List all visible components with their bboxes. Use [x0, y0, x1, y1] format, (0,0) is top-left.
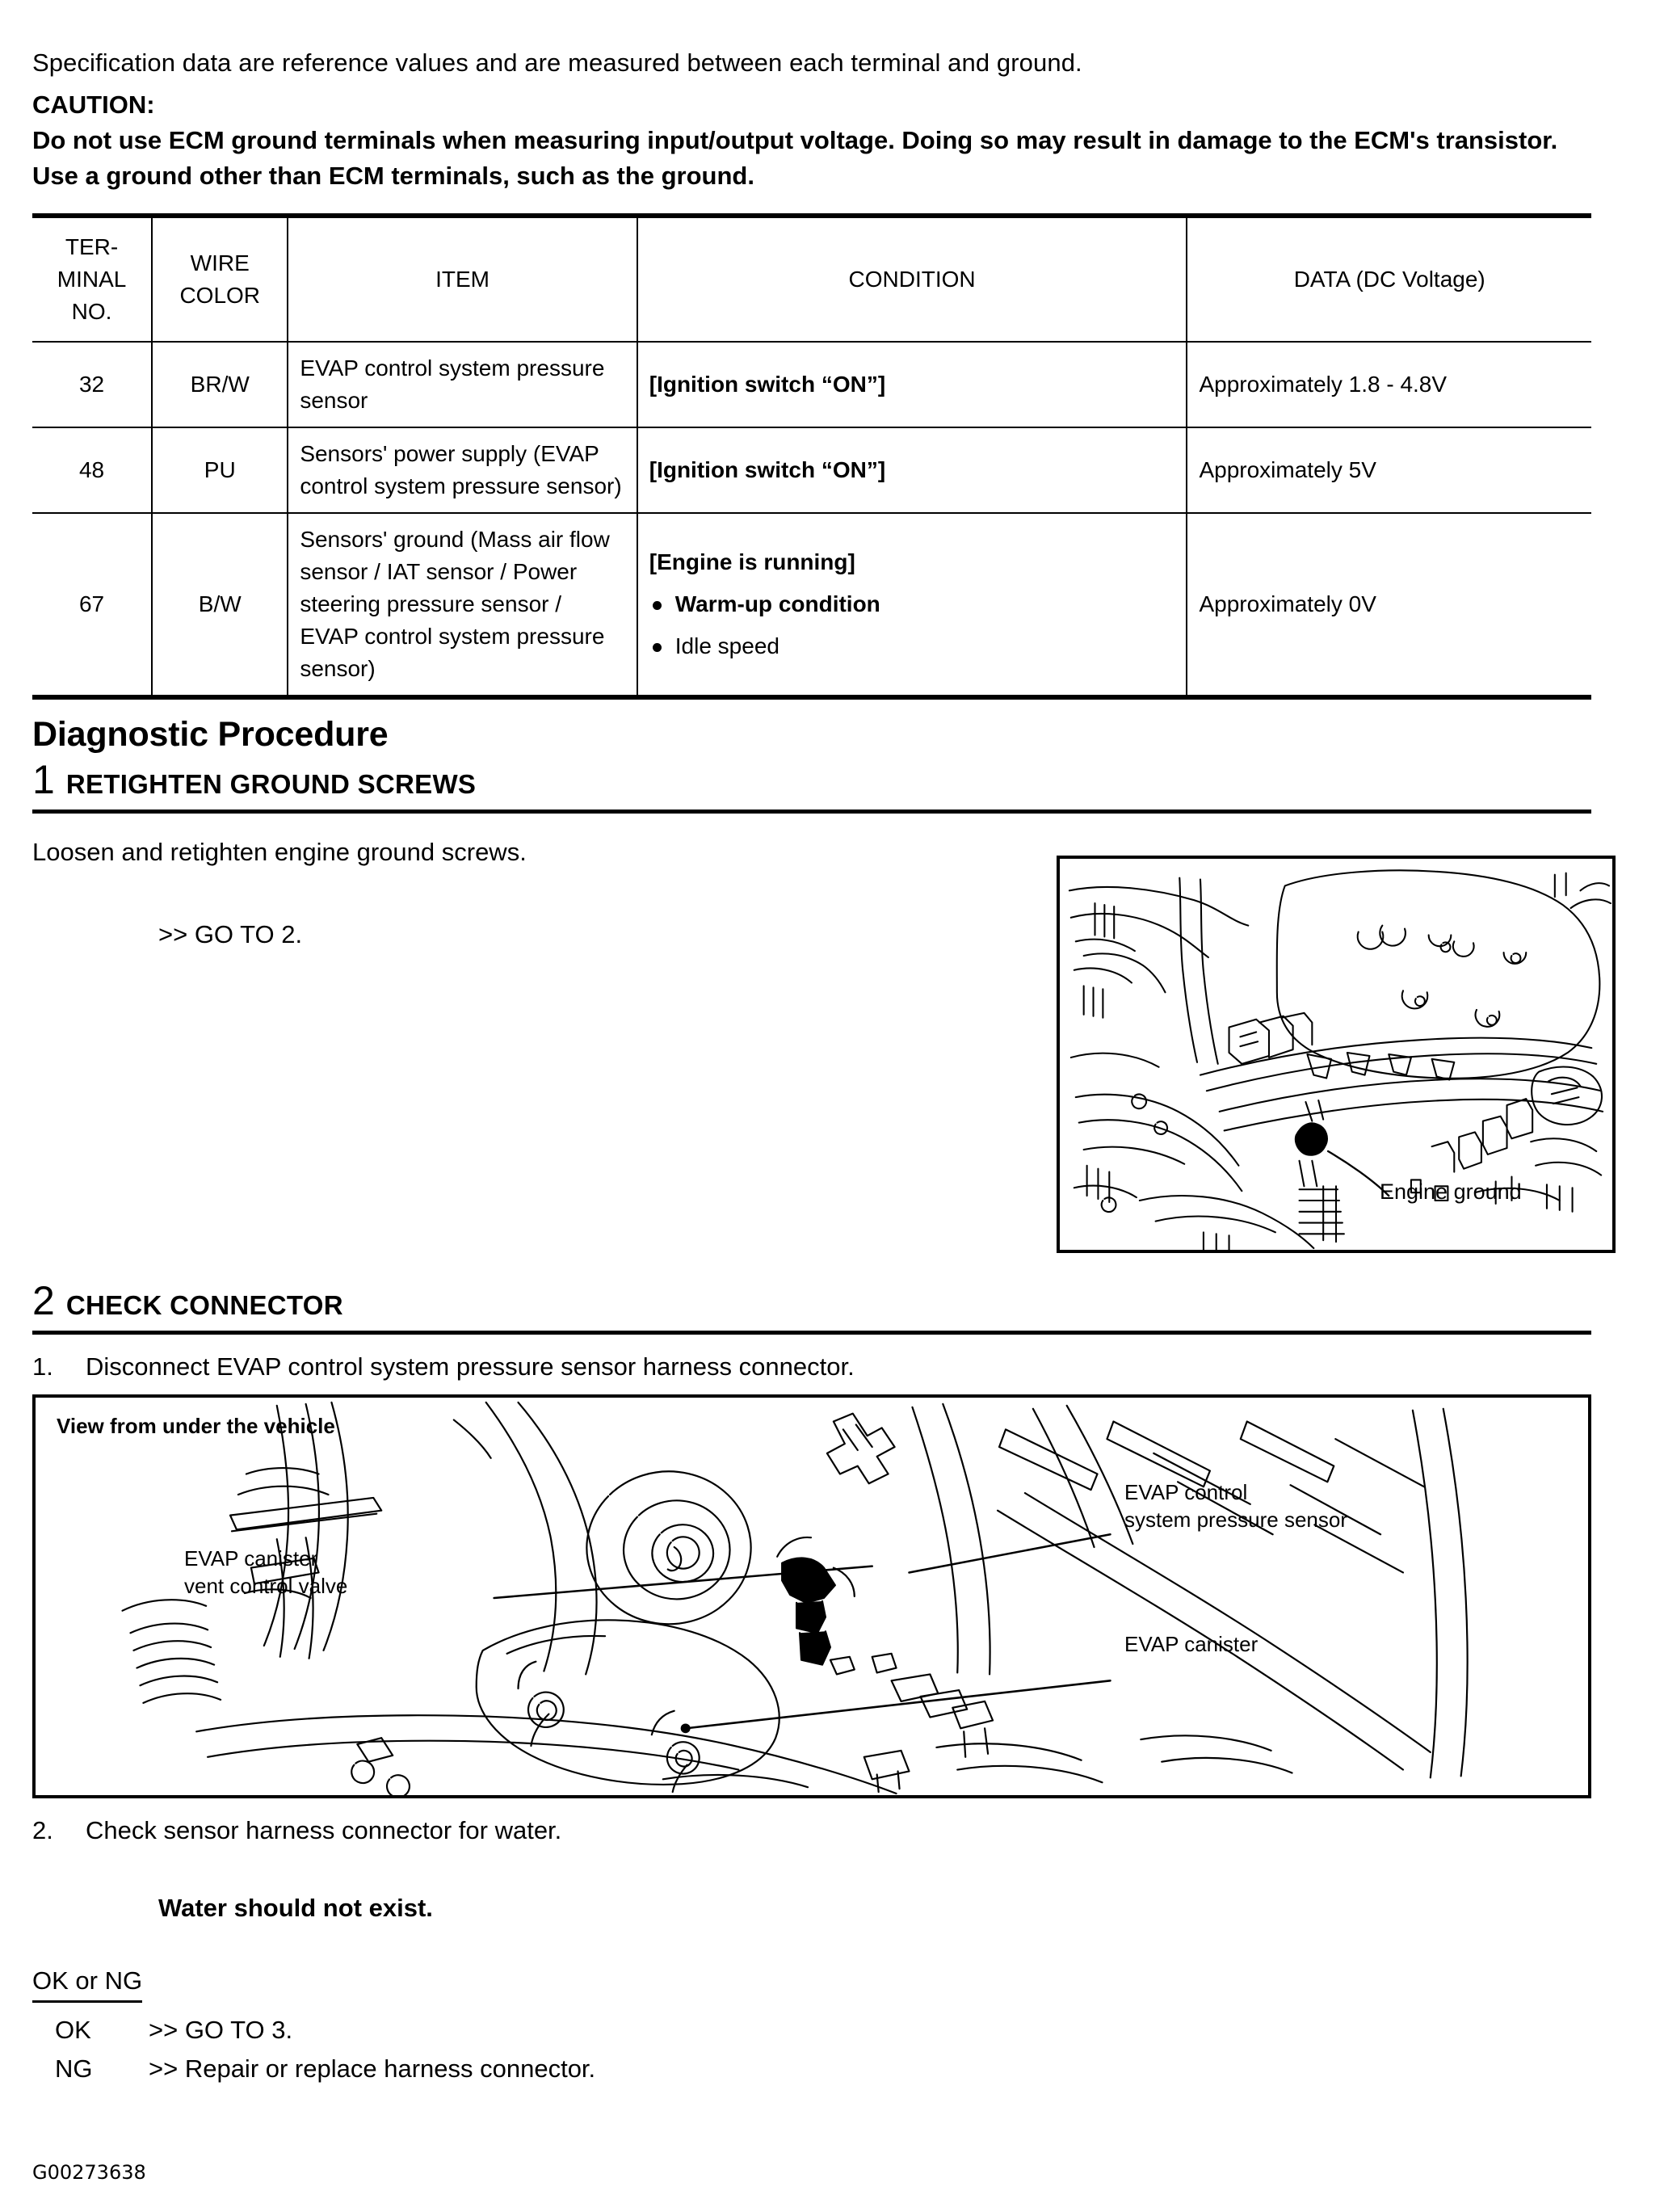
item-text: Check sensor harness connector for water.: [86, 1816, 562, 1844]
table-body: [32, 342, 1591, 697]
step-1-body: [32, 835, 1616, 1271]
cell-item: EVAP control system pressure sensor: [288, 342, 637, 427]
cell-condition: [637, 342, 1187, 427]
result-key: OK: [55, 2016, 91, 2044]
table-header: [32, 216, 1591, 342]
cell-data: Approximately 0V: [1187, 513, 1591, 697]
result-value: >> Repair or replace harness connector.: [149, 2054, 596, 2083]
label-line-1: EVAP control: [1124, 1480, 1248, 1504]
header-line-2: COLOR: [179, 283, 261, 308]
view-caption: View from under the vehicle: [57, 1414, 335, 1438]
condition-bullet-list: [649, 588, 1175, 662]
table-row: [32, 427, 1591, 513]
document-code: G00273638: [32, 2161, 146, 2184]
page-content: [32, 45, 1616, 2088]
evap-canister-vent-control-valve-label: [184, 1545, 347, 1600]
step-title: RETIGHTEN GROUND SCREWS: [65, 769, 477, 799]
ok-or-ng-heading: OK or NG: [32, 1963, 142, 2003]
header-line-1: TER-: [65, 234, 119, 259]
specification-note: Specification data are reference values and are measured between each terminal and ground.: [32, 48, 1082, 77]
label-line-2: system pressure sensor: [1124, 1508, 1347, 1532]
table-row: [32, 342, 1591, 427]
step-2-emphasis: Water should not exist.: [158, 1894, 433, 1922]
condition-bullet: Idle speed: [649, 630, 1175, 662]
cell-wire-color: BR/W: [152, 342, 288, 427]
result-row-ng: [55, 2050, 1616, 2088]
column-header-terminal-no: [32, 216, 152, 342]
table-row: [32, 513, 1591, 697]
header-line-3: NO.: [71, 299, 112, 324]
cell-terminal-no: 67: [32, 513, 152, 697]
step-divider: [32, 1331, 1591, 1335]
condition-heading: [Engine is running]: [649, 549, 855, 574]
result-row-ok: [55, 2011, 1616, 2050]
engine-bay-illustration: [1060, 859, 1612, 1250]
ok-or-ng-rows: [32, 2011, 1616, 2088]
step-2-item-1: [32, 1349, 1616, 1385]
step-2-heading: [32, 1279, 1616, 1323]
result-key: NG: [55, 2054, 93, 2083]
label-line-1: EVAP canister: [184, 1546, 318, 1571]
caution-text: Do not use ECM ground terminals when measuring input/output voltage. Doing so may result in damage to the ECM's transistor. Use a ground other than ECM terminals, such as the ground.: [32, 126, 1558, 190]
cell-terminal-no: 48: [32, 427, 152, 513]
under-vehicle-figure: [32, 1394, 1591, 1798]
step-2-item-2: [32, 1813, 1616, 1848]
ok-or-ng-block: [32, 1926, 1616, 2088]
table-header-row: [32, 216, 1591, 342]
cell-terminal-no: 32: [32, 342, 152, 427]
caution-label: CAUTION:: [32, 90, 155, 119]
condition-heading: [Ignition switch “ON”]: [649, 457, 886, 482]
condition-bullet: Warm-up condition: [649, 588, 1175, 620]
column-header-wire-color: [152, 216, 288, 342]
step-title: CHECK CONNECTOR: [65, 1290, 343, 1320]
column-header-condition: CONDITION: [637, 216, 1187, 342]
label-line-2: vent control valve: [184, 1574, 348, 1598]
step-divider: [32, 810, 1591, 814]
item-text: Disconnect EVAP control system pressure sensor harness connector.: [86, 1352, 855, 1381]
cell-data: Approximately 5V: [1187, 427, 1591, 513]
step-number: 2: [32, 1278, 55, 1323]
header-line-1: WIRE: [190, 250, 250, 275]
item-number: 2.: [32, 1816, 53, 1844]
header-line-2: MINAL: [57, 267, 127, 292]
item-number: 1.: [32, 1352, 53, 1381]
cell-data: Approximately 1.8 - 4.8V: [1187, 342, 1591, 427]
column-header-item: ITEM: [288, 216, 637, 342]
result-value: >> GO TO 3.: [149, 2016, 293, 2044]
engine-ground-label: Engine ground: [1380, 1180, 1522, 1204]
cell-wire-color: B/W: [152, 513, 288, 697]
cell-item: Sensors' ground (Mass air flow sensor / IAT sensor / Power steering pressure sensor / EVAP control system pressure sensor): [288, 513, 637, 697]
step-1-instruction: Loosen and retighten engine ground screws.: [32, 838, 527, 866]
step-1-heading: [32, 758, 1616, 801]
evap-canister-label: EVAP canister: [1124, 1632, 1259, 1656]
column-header-data: DATA (DC Voltage): [1187, 216, 1591, 342]
page-title: Diagnostic Procedure: [32, 715, 389, 754]
cell-condition: [637, 427, 1187, 513]
cell-wire-color: PU: [152, 427, 288, 513]
engine-ground-figure: [1057, 856, 1616, 1253]
step-1-goto: >> GO TO 2.: [158, 920, 303, 948]
evap-control-system-pressure-sensor-label: [1124, 1478, 1347, 1533]
ecm-terminal-spec-table: [32, 213, 1591, 700]
cell-condition: [637, 513, 1187, 697]
step-number: 1: [32, 757, 55, 802]
step-2-body: [32, 1349, 1616, 2088]
condition-heading: [Ignition switch “ON”]: [649, 372, 886, 397]
cell-item: Sensors' power supply (EVAP control system pressure sensor): [288, 427, 637, 513]
